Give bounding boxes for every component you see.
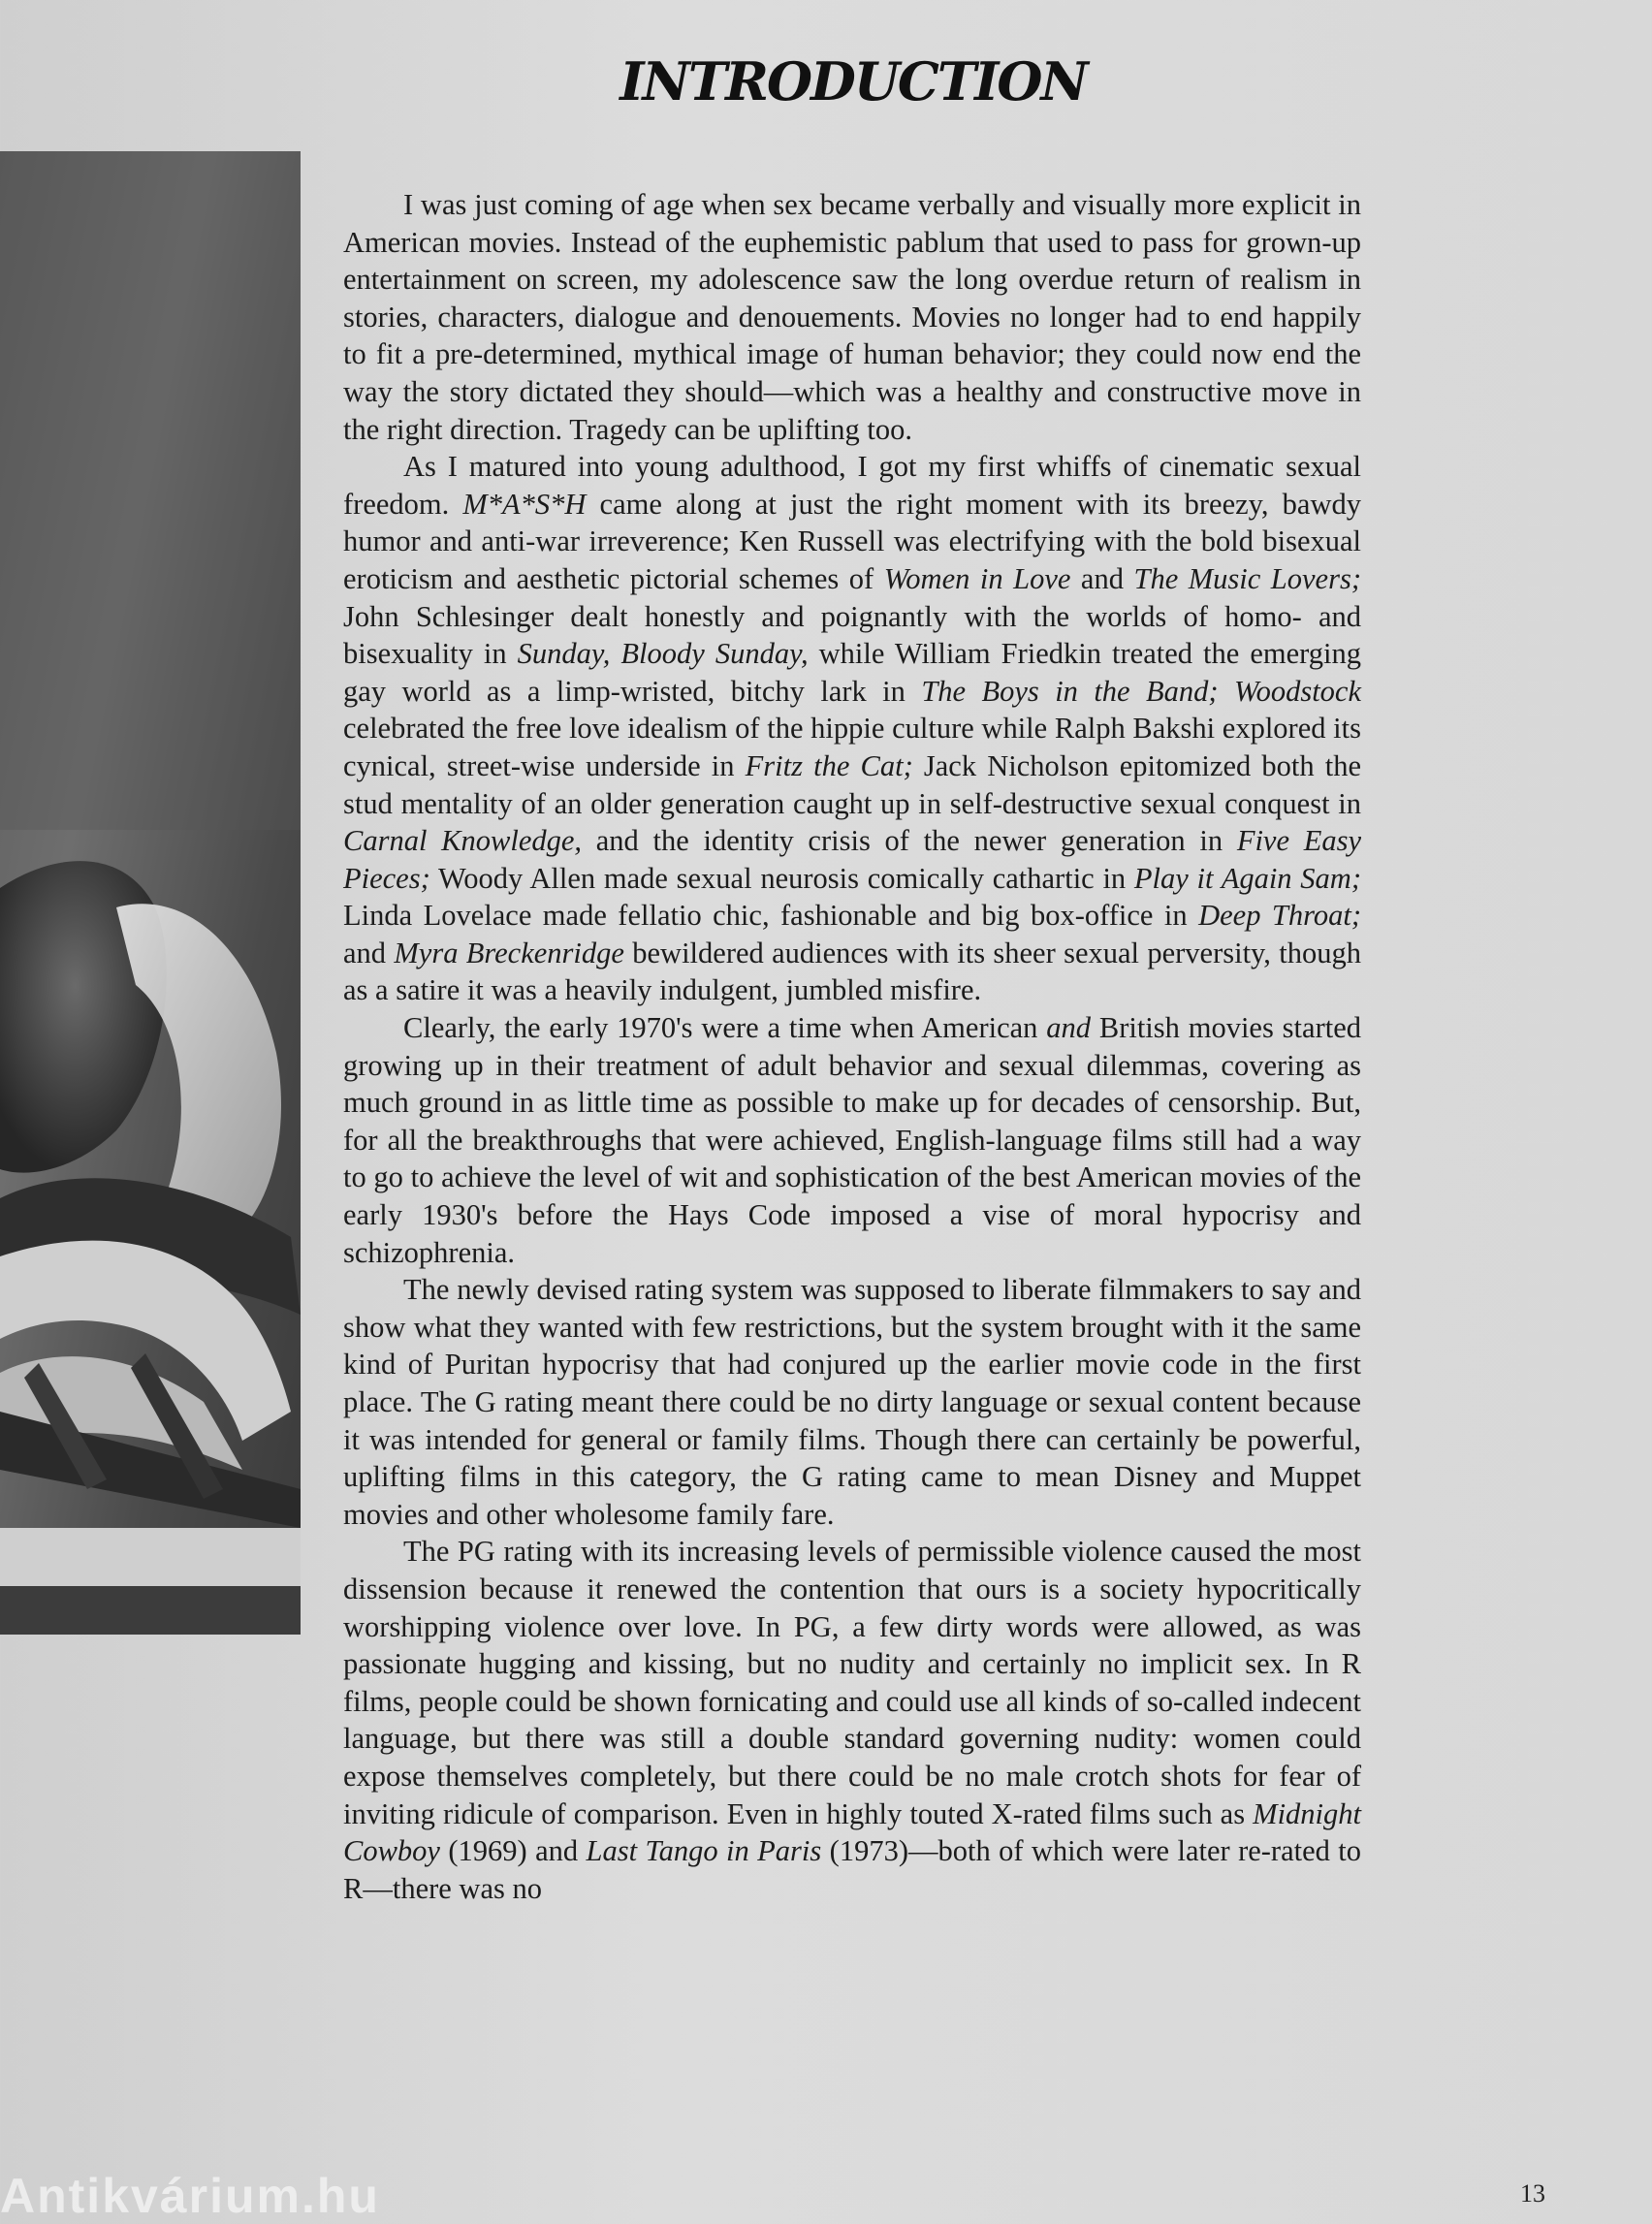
film-title: Last Tango in Paris [586,1834,822,1868]
text-run: The PG rating with its increasing levels of permissible violence caused the most dissension because it renewed the contention that ours is a society hypocritically worshipping violence over love. In PG, a few dirty words were allowed, as was passionate hugging and kissing, but no nudity and certainly no implicit sex. In R films, people could be shown fornicating and could use all kinds of so-called indecent language, but there was still a double standard governing nudity: women could expose themselves completely, but there could be no male crotch shots for fear of inviting ridicule of comparison. Even in highly touted X-rated films such as [343,1535,1361,1830]
paragraph [343,1533,1361,1907]
text-run: bewildered audiences with its sheer sexual perversity, though as a satire it was a heavily indulgent, jumbled misfire. [343,936,1361,1007]
film-title: Deep Throat; [1198,899,1361,933]
page-title: INTRODUCTION [620,50,1087,112]
film-title: Sunday, Bloody Sunday, [517,637,809,671]
text-run: Clearly, the early 1970's were a time when American [403,1011,1047,1045]
film-title: M*A*S*H [462,487,587,521]
text-run: while William Friedkin treated the emerging gay world as a limp-wristed, bitchy lark in [343,637,1361,708]
paragraph [343,186,1361,448]
text-run: celebrated the free love idealism of the hippie culture while Ralph Bakshi explored its cynical, street-wise underside in [343,712,1361,782]
text-run: British movies started growing up in their treatment of adult behavior and sexual dilemmas, covering as much ground in as little time as possible to make up for decades of censorship. But, for all the breakthroughs that were achieved, English-language films still had a way to go to achieve the level of wit and sophistication of the best American movies of the early 1930's before the Hays Code imposed a vise of moral hypocrisy and schizophrenia. [343,1011,1361,1269]
film-title: The Boys in the Band; Woodstock [921,674,1361,708]
body-text [343,186,1361,1907]
photo-artwork [0,151,301,1635]
watermark: Antikvárium.hu [0,2169,380,2223]
black-and-white-photo [0,151,301,1635]
text-run: The newly devised rating system was supposed to liberate filmmakers to say and show what they wanted with few restrictions, but the system brought with it the same kind of Puritan hypocrisy that had conjured up the earlier movie code in the first place. The G rating meant there could be no dirty language or sexual content because it was intended for general or family films. Though there can certainly be powerful, uplifting films in this category, the G rating came to mean Disney and Muppet movies and other wholesome family fare. [343,1273,1361,1531]
film-title: Fritz the Cat; [745,748,913,782]
paragraph [343,1009,1361,1271]
text-run: and [343,936,395,969]
text-run: came along at just the right moment with its breezy, bawdy humor and anti-war irreverence; Ken Russell was electrifying with the bold bisexual eroticism and aesthetic pictorial schemes of [343,487,1361,595]
film-title: Women in Love [883,561,1071,595]
film-title: Five Easy Pieces; [343,824,1362,895]
film-title: Myra Breckenridge [394,936,624,969]
film-title: Midnight Cowboy [343,1796,1361,1868]
film-title: and [1046,1011,1091,1045]
text-run: and the identity crisis of the newer generation in [582,824,1237,858]
film-title: Carnal Knowledge, [343,824,583,858]
text-run: (1969) and [439,1834,587,1868]
text-run: I was just coming of age when sex became verbally and visually more explicit in American movies. Instead of the euphemistic pablum that used to pass for grown-up entertainment on screen, my adolescence saw the long overdue return of realism in stories, characters, dialogue and denouements. Movies no longer had to end happily to fit a pre-determined, mythical image of human behavior; they could now end the way the story dictated they should—which was a healthy and constructive move in the right direction. Tragedy can be uplifting too. [343,188,1361,446]
page-number: 13 [1520,2179,1545,2208]
text-run: John Schlesinger dealt honestly and poignantly with the worlds of homo- and bisexuality in [343,599,1361,671]
text-run: Linda Lovelace made fellatio chic, fashionable and big box-office in [343,899,1199,933]
film-title: Play it Again Sam; [1133,861,1361,895]
film-title: The Music Lovers; [1133,561,1361,595]
text-run: Woody Allen made sexual neurosis comically cathartic in [429,861,1134,895]
paragraph [343,1271,1361,1533]
text-run: As I matured into young adulthood, I got my first whiffs of cinematic sexual freedom. [343,450,1361,521]
paragraph [343,448,1361,1009]
text-run: (1973)—both of which were later re-rated to R—there was no [343,1834,1361,1905]
text-run: and [1070,561,1134,595]
text-run: Jack Nicholson epitomized both the stud mentality of an older generation caught up in self-destructive sexual conquest in [343,748,1361,820]
